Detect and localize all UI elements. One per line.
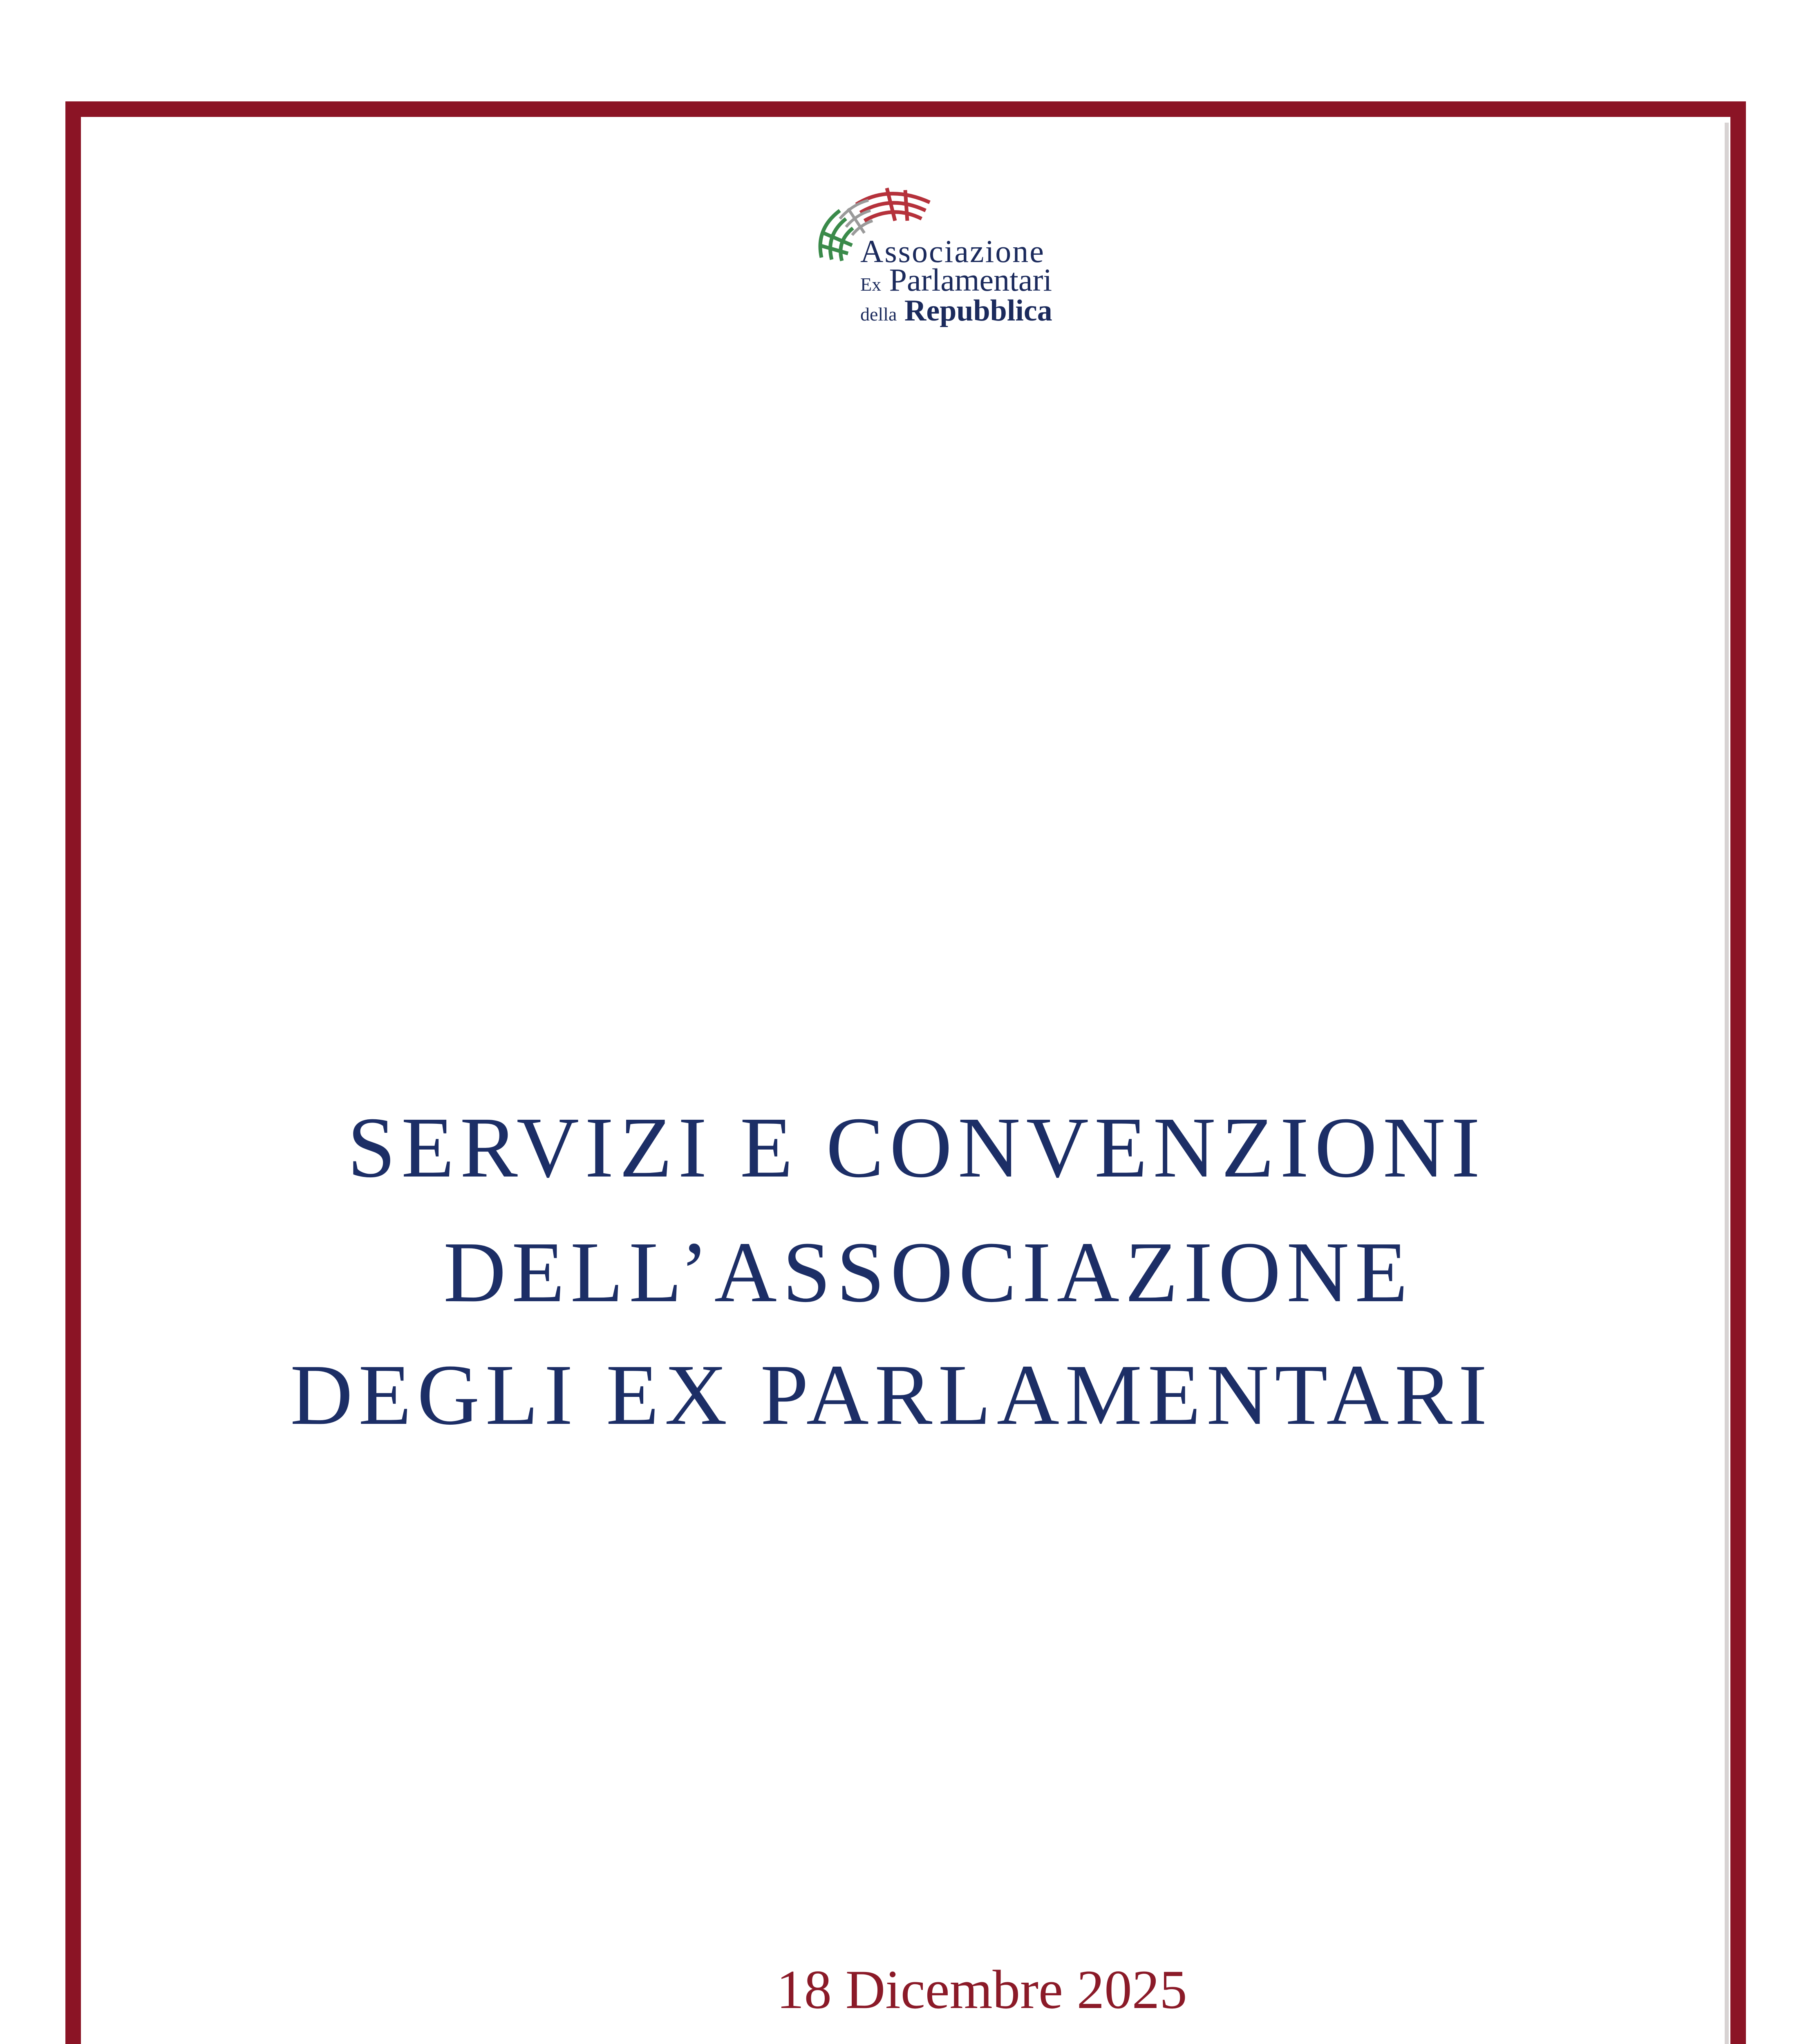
document-title-line-1: SERVIZI E CONVENZIONI bbox=[347, 1099, 1486, 1195]
logo-text-parlamentari: Parlamentari bbox=[889, 262, 1052, 298]
association-logo bbox=[807, 180, 1077, 335]
logo-text-della-repubblica bbox=[860, 294, 1052, 328]
logo-text-della: della bbox=[860, 304, 897, 325]
logo-text-associazione: Associazione bbox=[860, 233, 1045, 269]
logo-text-repubblica: Repubblica bbox=[904, 294, 1052, 327]
document-title-line-3: DEGLI EX PARLAMENTARI bbox=[290, 1347, 1493, 1443]
logo-text-ex-parlamentari bbox=[860, 262, 1052, 298]
document-title-line-2: DELL’ASSOCIAZIONE bbox=[443, 1224, 1414, 1320]
page-border bbox=[65, 101, 1746, 2044]
document-date: 18 Dicembre 2025 bbox=[777, 1959, 1187, 2020]
logo-text-ex: Ex bbox=[860, 274, 882, 295]
page-border-shadow bbox=[1725, 123, 1729, 2044]
